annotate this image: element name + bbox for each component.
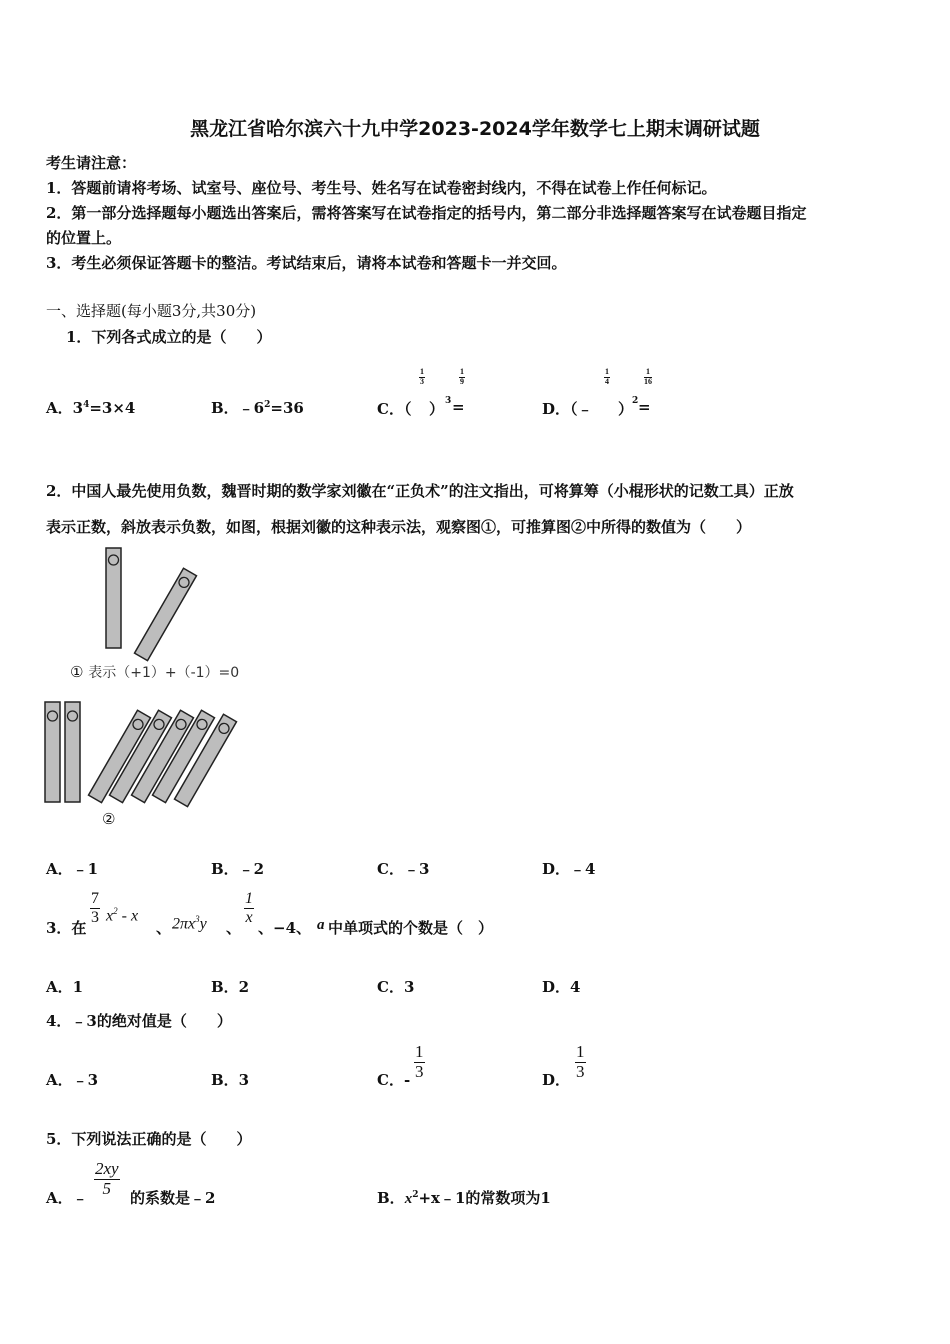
page-title: 黑龙江省哈尔滨六十九中学2023-2024学年数学七上期末调研试题	[190, 118, 760, 140]
q3-option-c: C．3	[377, 978, 415, 996]
figure-2-label: ②	[102, 810, 116, 828]
q4-option-b: B．3	[211, 1071, 250, 1089]
q3-term-3-fraction: $\frac{1}{x}$	[245, 890, 253, 926]
figure-1-rods	[106, 548, 196, 661]
notice-line-2b: 的位置上。	[46, 229, 122, 247]
q1-d-fraction: $\frac{1}{4}$	[605, 367, 609, 386]
q5-option-b: B．$x^2+x﹣1$的常数项为1	[377, 1189, 551, 1207]
q4-d-fraction: $\frac{1}{3}$	[576, 1042, 585, 1081]
q2-option-b: B．﹣2	[211, 860, 265, 878]
q4-stem: 4．﹣3的绝对值是（ ）	[46, 1012, 232, 1030]
q1-d-rhs-fraction: $\frac{1}{16}$	[644, 367, 652, 386]
notice-heading: 考生请注意：	[46, 154, 137, 172]
q4-option-c: C．- $\frac{1}{3}$	[377, 1042, 424, 1089]
notice-line-3: 3．考生必须保证答题卡的整洁。考试结束后，请将本试卷和答题卡一并交回。	[46, 254, 567, 272]
q3-option-b: B．2	[211, 978, 250, 996]
q5-stem: 5．下列说法正确的是（ ）	[46, 1130, 252, 1148]
q1-option-a: A．$3^4=3\times 4$	[46, 399, 136, 417]
q3-term-1-fraction: $\frac{7}{3}$	[91, 890, 99, 926]
notice-line-2a: 2．第一部分选择题每小题选出答案后，需将答案写在试卷指定的括号内，第二部分非选择题答案写在试卷题目指定	[46, 204, 807, 222]
q2-option-c: C．﹣3	[377, 860, 430, 878]
q4-option-a: A．﹣3	[46, 1071, 99, 1089]
q3-option-d: D．4	[542, 978, 581, 996]
rod-slanted	[135, 568, 197, 660]
q2-option-d: D．﹣4	[542, 860, 596, 878]
q5-a-fraction: $\frac{2xy}{5}$	[95, 1159, 119, 1198]
q1-stem: 1．下列各式成立的是（ ）	[66, 328, 272, 346]
q1-c-fraction: $\frac{1}{3}$	[420, 367, 424, 386]
section-heading: 一、选择题(每小题3分,共30分)	[46, 302, 257, 320]
q2-stem-line-1: 2．中国人最先使用负数，魏晋时期的数学家刘徽在“正负术”的注文指出，可将算筹（小棍形状的记数工具）正放	[46, 482, 794, 500]
figure-2-rods	[45, 702, 236, 807]
figure-1-label: ① 表示（+1）+（-1）=0	[70, 663, 240, 681]
counting-rods-figure	[40, 540, 270, 840]
q3-option-a: A．1	[46, 978, 84, 996]
q1-c-rhs-fraction: $\frac{1}{9}$	[460, 367, 464, 386]
q2-stem-line-2: 表示正数，斜放表示负数，如图，根据刘徽的这种表示法，观察图①，可推算图②中所得的数值为（ ）	[46, 518, 752, 536]
q4-option-d: D． $\frac{1}{3}$	[542, 1042, 585, 1089]
rod-upright	[106, 548, 121, 648]
q2-option-a: A．﹣1	[46, 860, 99, 878]
q5-option-a: A．﹣ $\frac{2xy}{5}$ 的系数是﹣2	[46, 1159, 216, 1207]
q1-option-b: B．$﹣6^2=36$	[211, 399, 304, 417]
notice-line-1: 1．答题前请将考场、试室号、座位号、考生号、姓名写在试卷密封线内，不得在试卷上作任何标记。	[46, 179, 717, 197]
q4-c-fraction: $\frac{1}{3}$	[415, 1042, 424, 1081]
